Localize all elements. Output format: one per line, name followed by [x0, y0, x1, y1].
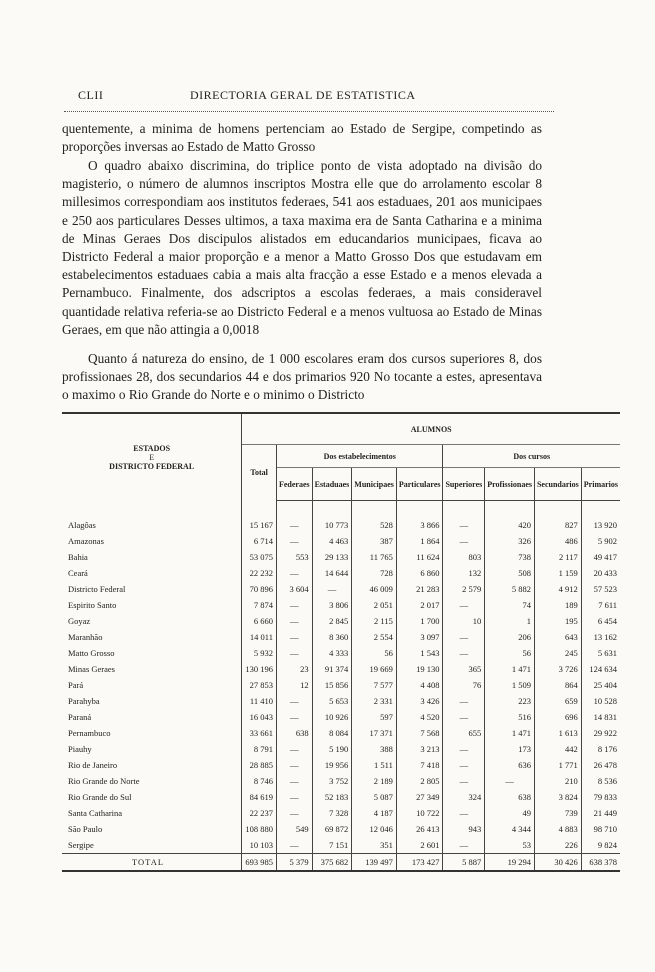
table-cell: 643 — [534, 629, 581, 645]
table-row — [62, 709, 620, 725]
table-cell: 57 523 — [581, 581, 620, 597]
table-cell: 1 543 — [396, 645, 443, 661]
table-cell: 1 771 — [534, 757, 581, 773]
table-cell: 3 866 — [396, 517, 443, 533]
table-cell: 8 176 — [581, 741, 620, 757]
table-cell: 4 912 — [534, 581, 581, 597]
table-cell: 324 — [443, 789, 485, 805]
table-cell: 17 371 — [352, 725, 397, 741]
table-cell: — — [443, 757, 485, 773]
table-cell: — — [276, 629, 312, 645]
table-cell: — — [443, 837, 485, 854]
table-cell: — — [443, 741, 485, 757]
table-cell: 7 418 — [396, 757, 443, 773]
table-cell: 2 117 — [534, 549, 581, 565]
table-row — [62, 661, 620, 677]
table-row — [62, 757, 620, 773]
table-cell: 53 075 — [242, 549, 277, 565]
table-cell: — — [276, 645, 312, 661]
total-cell: 5 379 — [276, 854, 312, 872]
table-row — [62, 725, 620, 741]
total-cell: 693 985 — [242, 854, 277, 872]
row-label: Pará — [68, 680, 84, 690]
table-cell: 6 860 — [396, 565, 443, 581]
table-cell: — — [443, 645, 485, 661]
table-cell: 33 661 — [242, 725, 277, 741]
row-label: Rio Grande do Sul — [68, 792, 132, 802]
table-cell: 189 — [534, 597, 581, 613]
table-cell: 2 554 — [352, 629, 397, 645]
table-cell: 553 — [276, 549, 312, 565]
table-cell: 11 624 — [396, 549, 443, 565]
table-row — [62, 805, 620, 821]
table-cell: 52 183 — [312, 789, 352, 805]
table-cell: — — [443, 773, 485, 789]
table-cell: 79 833 — [581, 789, 620, 805]
row-label: Districto Federal — [68, 584, 126, 594]
table-cell: 1 471 — [485, 725, 535, 741]
row-label: Espirito Santo — [68, 600, 117, 610]
table-cell: — — [276, 805, 312, 821]
table-cell: 636 — [485, 757, 535, 773]
table-cell: 14 011 — [242, 629, 277, 645]
table-row — [62, 773, 620, 789]
table-cell: 387 — [352, 533, 397, 549]
sub-header: Federaes — [276, 468, 312, 501]
table-cell: 2 189 — [352, 773, 397, 789]
table-cell: 46 009 — [352, 581, 397, 597]
table-cell: 132 — [443, 565, 485, 581]
row-label: Parahyba — [68, 696, 100, 706]
total-cell: 30 426 — [534, 854, 581, 872]
table-cell: 70 896 — [242, 581, 277, 597]
sub-header: Municipaes — [352, 468, 397, 501]
table-cell: 26 478 — [581, 757, 620, 773]
table-cell: 29 133 — [312, 549, 352, 565]
table-row — [62, 837, 620, 854]
total-cell: 139 497 — [352, 854, 397, 872]
table-cell: 19 669 — [352, 661, 397, 677]
row-label: Paraná — [68, 712, 92, 722]
table-cell: 4 520 — [396, 709, 443, 725]
table-cell: 23 — [276, 661, 312, 677]
table-cell: 26 413 — [396, 821, 443, 837]
table-cell: 1 613 — [534, 725, 581, 741]
table-cell: 442 — [534, 741, 581, 757]
alumnos-table — [62, 412, 620, 872]
row-label: Amazonas — [68, 536, 104, 546]
sub-header: Secundarios — [534, 468, 581, 501]
table-cell: 5 190 — [312, 741, 352, 757]
header-group-cursos: Dos cursos — [443, 445, 620, 468]
table-cell: 2 845 — [312, 613, 352, 629]
row-label: São Paulo — [68, 824, 103, 834]
sub-header: Primarios — [581, 468, 620, 501]
table-cell: 7 328 — [312, 805, 352, 821]
table-cell: 49 417 — [581, 549, 620, 565]
sub-header: Estaduaes — [312, 468, 352, 501]
table-row — [62, 613, 620, 629]
table-row — [62, 597, 620, 613]
table-cell: 738 — [485, 549, 535, 565]
table-body — [62, 501, 620, 872]
table-cell: 3 604 — [276, 581, 312, 597]
table-cell: 84 619 — [242, 789, 277, 805]
table-cell: 864 — [534, 677, 581, 693]
table-cell: 10 926 — [312, 709, 352, 725]
row-label: Maranhão — [68, 632, 103, 642]
table-cell: 10 773 — [312, 517, 352, 533]
table-cell: 25 404 — [581, 677, 620, 693]
table-cell: — — [276, 517, 312, 533]
row-label: Alagôas — [68, 520, 96, 530]
table-cell: — — [276, 613, 312, 629]
table-row — [62, 565, 620, 581]
table-cell: 14 831 — [581, 709, 620, 725]
table-cell: 5 631 — [581, 645, 620, 661]
row-label: Pernambuco — [68, 728, 111, 738]
table-cell: 7 568 — [396, 725, 443, 741]
table-cell: 486 — [534, 533, 581, 549]
paragraph-1: quentemente, a minima de homens pertenciam ao Estado de Sergipe, competindo as proporções inversas ao Estado de Matto Grosso — [62, 121, 542, 155]
page-number: CLII — [78, 88, 104, 102]
row-label: Minas Geraes — [68, 664, 115, 674]
table-row — [62, 693, 620, 709]
table-cell: — — [276, 693, 312, 709]
row-label: Rio Grande do Norte — [68, 776, 140, 786]
table-cell: 1 864 — [396, 533, 443, 549]
table-cell: 7 577 — [352, 677, 397, 693]
table-cell: 739 — [534, 805, 581, 821]
table-cell: 11 765 — [352, 549, 397, 565]
table-cell: — — [485, 773, 535, 789]
row-label: Goyaz — [68, 616, 91, 626]
table-cell: 516 — [485, 709, 535, 725]
table-cell: 4 408 — [396, 677, 443, 693]
table-cell: 91 374 — [312, 661, 352, 677]
table-row — [62, 789, 620, 805]
table-cell: 3 726 — [534, 661, 581, 677]
table-cell: 528 — [352, 517, 397, 533]
table-cell: 388 — [352, 741, 397, 757]
table-cell: 696 — [534, 709, 581, 725]
table-cell: 19 130 — [396, 661, 443, 677]
table-cell: 10 528 — [581, 693, 620, 709]
table-cell: 1 471 — [485, 661, 535, 677]
table-cell: — — [443, 629, 485, 645]
table-cell: 4 187 — [352, 805, 397, 821]
table-cell: — — [276, 789, 312, 805]
paragraph-2: O quadro abaixo discrimina, do triplice ponto de vista adoptado na divisão do magisterio, o número de alumnos inscriptos Mostra elle que do arrolamento escolar 8 millesimos correspondiam aos institutos federaes, 541 aos estaduaes, 201 aos municipaes e 250 aos particulares Desses ultimos, a taxa maxima era de Santa Catharina e a minima de Minas Geraes Dos discipulos alistados em educandarios municipaes, ficava ao Districto Federal a maior proporção e a menor a Matto Grosso Dos que estudavam em estabelecimentos estaduaes cabia a mais alta fracção a esse Estado e a menos elevada a Pernambuco. Finalmente, dos adscriptos a escolas federaes, a mais consideravel quantidade relativa referia-se ao Districto Federal e a menos vultuosa ao Estado de Minas Geraes, em que não attingia a 0,0018 — [62, 158, 542, 337]
table-row — [62, 517, 620, 533]
row-label: Matto Grosso — [68, 648, 115, 658]
table-cell: 3 097 — [396, 629, 443, 645]
table-row — [62, 581, 620, 597]
table-cell: — — [443, 597, 485, 613]
table-cell: 28 885 — [242, 757, 277, 773]
table-cell: 56 — [485, 645, 535, 661]
table-cell: 74 — [485, 597, 535, 613]
table-cell: 5 087 — [352, 789, 397, 805]
table-cell: 4 883 — [534, 821, 581, 837]
table-cell: 5 653 — [312, 693, 352, 709]
table-cell: — — [443, 693, 485, 709]
table-cell: 2 331 — [352, 693, 397, 709]
table-cell: 420 — [485, 517, 535, 533]
table-cell: 173 — [485, 741, 535, 757]
table-cell: 10 — [443, 613, 485, 629]
table-cell: 21 449 — [581, 805, 620, 821]
table-cell: 19 956 — [312, 757, 352, 773]
table-cell: — — [276, 837, 312, 854]
table-cell: 53 — [485, 837, 535, 854]
table-cell: 3 752 — [312, 773, 352, 789]
table-row — [62, 677, 620, 693]
table-cell: 638 — [485, 789, 535, 805]
header-alumnos: ALUMNOS — [242, 413, 620, 445]
table-cell: 8 360 — [312, 629, 352, 645]
row-label: Rio de Janeiro — [68, 760, 118, 770]
table-cell: — — [276, 709, 312, 725]
table-cell: 22 232 — [242, 565, 277, 581]
total-label: TOTAL — [62, 854, 242, 872]
table-cell: 8 536 — [581, 773, 620, 789]
table-cell: — — [276, 565, 312, 581]
table-cell: 5 882 — [485, 581, 535, 597]
table-cell: 27 349 — [396, 789, 443, 805]
table-cell: 13 162 — [581, 629, 620, 645]
table-cell: 3 824 — [534, 789, 581, 805]
table-cell: 27 853 — [242, 677, 277, 693]
table-cell: 124 634 — [581, 661, 620, 677]
table-cell: — — [276, 597, 312, 613]
row-label: Sergipe — [68, 840, 94, 850]
sub-header: Superiores — [443, 468, 485, 501]
table-cell: 226 — [534, 837, 581, 854]
table-cell: 5 902 — [581, 533, 620, 549]
table-cell: — — [443, 517, 485, 533]
table-cell: 2 017 — [396, 597, 443, 613]
header-group-estab: Dos estabelecimentos — [276, 445, 443, 468]
header-estados: ESTADOS E DISTRICTO FEDERAL — [62, 413, 242, 501]
row-label: Ceará — [68, 568, 88, 578]
table-cell: 108 880 — [242, 821, 277, 837]
table-cell: 245 — [534, 645, 581, 661]
table-cell: 6 454 — [581, 613, 620, 629]
table-cell: 4 344 — [485, 821, 535, 837]
table-cell: 7 611 — [581, 597, 620, 613]
table-cell: — — [443, 533, 485, 549]
table-cell: 1 — [485, 613, 535, 629]
alumnos-table-wrap — [62, 412, 620, 890]
total-cell: 173 427 — [396, 854, 443, 872]
table-cell: 12 — [276, 677, 312, 693]
table-cell: 7 874 — [242, 597, 277, 613]
table-cell: 8 084 — [312, 725, 352, 741]
table-cell: 195 — [534, 613, 581, 629]
sub-header: Particulares — [396, 468, 443, 501]
table-cell: — — [443, 805, 485, 821]
table-cell: — — [276, 757, 312, 773]
table-row — [62, 821, 620, 837]
table-cell: 1 700 — [396, 613, 443, 629]
sub-header: Profissionaes — [485, 468, 535, 501]
table-cell: 1 159 — [534, 565, 581, 581]
table-cell: 4 463 — [312, 533, 352, 549]
table-cell: 10 722 — [396, 805, 443, 821]
table-cell: 21 283 — [396, 581, 443, 597]
table-cell: 5 932 — [242, 645, 277, 661]
total-row — [62, 854, 620, 872]
table-cell: 9 824 — [581, 837, 620, 854]
header-rule — [64, 103, 554, 112]
total-cell: 19 294 — [485, 854, 535, 872]
table-cell: 943 — [443, 821, 485, 837]
table-cell: 12 046 — [352, 821, 397, 837]
total-cell: 375 682 — [312, 854, 352, 872]
table-cell: 206 — [485, 629, 535, 645]
table-cell: 6 714 — [242, 533, 277, 549]
table-cell: 7 151 — [312, 837, 352, 854]
table-cell: 210 — [534, 773, 581, 789]
table-cell: 3 806 — [312, 597, 352, 613]
table-cell: 6 660 — [242, 613, 277, 629]
table-row — [62, 533, 620, 549]
running-title: DIRECTORIA GERAL DE ESTATISTICA — [190, 88, 416, 102]
table-cell: 803 — [443, 549, 485, 565]
table-cell: 2 579 — [443, 581, 485, 597]
table-cell: 326 — [485, 533, 535, 549]
table-cell: 10 103 — [242, 837, 277, 854]
table-cell: 98 710 — [581, 821, 620, 837]
header-total: Total — [242, 445, 277, 501]
table-cell: — — [276, 773, 312, 789]
table-cell: 3 426 — [396, 693, 443, 709]
table-row — [62, 549, 620, 565]
table-cell: 2 115 — [352, 613, 397, 629]
paragraph-3: Quanto á natureza do ensino, de 1 000 escolares eram dos cursos superiores 8, dos profissionaes 28, dos secundarios 44 e dos primarios 920 No tocante a estes, apresentava o maximo o Rio Grande do Norte e o minimo o Districto — [62, 351, 542, 403]
table-cell: — — [443, 709, 485, 725]
table-cell: 827 — [534, 517, 581, 533]
table-cell: 8 746 — [242, 773, 277, 789]
table-cell: — — [276, 741, 312, 757]
table-cell: 13 920 — [581, 517, 620, 533]
table-row — [62, 629, 620, 645]
row-label: Santa Catharina — [68, 808, 123, 818]
table-cell: 130 196 — [242, 661, 277, 677]
table-cell: — — [312, 581, 352, 597]
table-cell: — — [276, 533, 312, 549]
table-cell: 351 — [352, 837, 397, 854]
table-cell: 549 — [276, 821, 312, 837]
table-cell: 49 — [485, 805, 535, 821]
table-cell: 20 433 — [581, 565, 620, 581]
total-cell: 5 887 — [443, 854, 485, 872]
table-cell: 4 333 — [312, 645, 352, 661]
table-cell: 728 — [352, 565, 397, 581]
table-cell: 655 — [443, 725, 485, 741]
total-cell: 638 378 — [581, 854, 620, 872]
table-cell: 2 051 — [352, 597, 397, 613]
table-cell: 56 — [352, 645, 397, 661]
table-cell: 508 — [485, 565, 535, 581]
table-cell: 3 213 — [396, 741, 443, 757]
table-cell: 8 791 — [242, 741, 277, 757]
table-cell: 2 601 — [396, 837, 443, 854]
table-cell: 11 410 — [242, 693, 277, 709]
table-cell: 15 856 — [312, 677, 352, 693]
table-cell: 29 922 — [581, 725, 620, 741]
table-cell: 597 — [352, 709, 397, 725]
table-cell: 76 — [443, 677, 485, 693]
table-cell: 16 043 — [242, 709, 277, 725]
table-cell: 1 511 — [352, 757, 397, 773]
row-label: Bahia — [68, 552, 88, 562]
table-cell: 69 872 — [312, 821, 352, 837]
table-cell: 15 167 — [242, 517, 277, 533]
table-cell: 14 644 — [312, 565, 352, 581]
table-row — [62, 741, 620, 757]
table-cell: 365 — [443, 661, 485, 677]
table-cell: 22 237 — [242, 805, 277, 821]
table-cell: 659 — [534, 693, 581, 709]
table-cell: 638 — [276, 725, 312, 741]
table-row — [62, 645, 620, 661]
row-label: Piauhy — [68, 744, 92, 754]
table-cell: 1 509 — [485, 677, 535, 693]
table-cell: 2 805 — [396, 773, 443, 789]
table-cell: 223 — [485, 693, 535, 709]
